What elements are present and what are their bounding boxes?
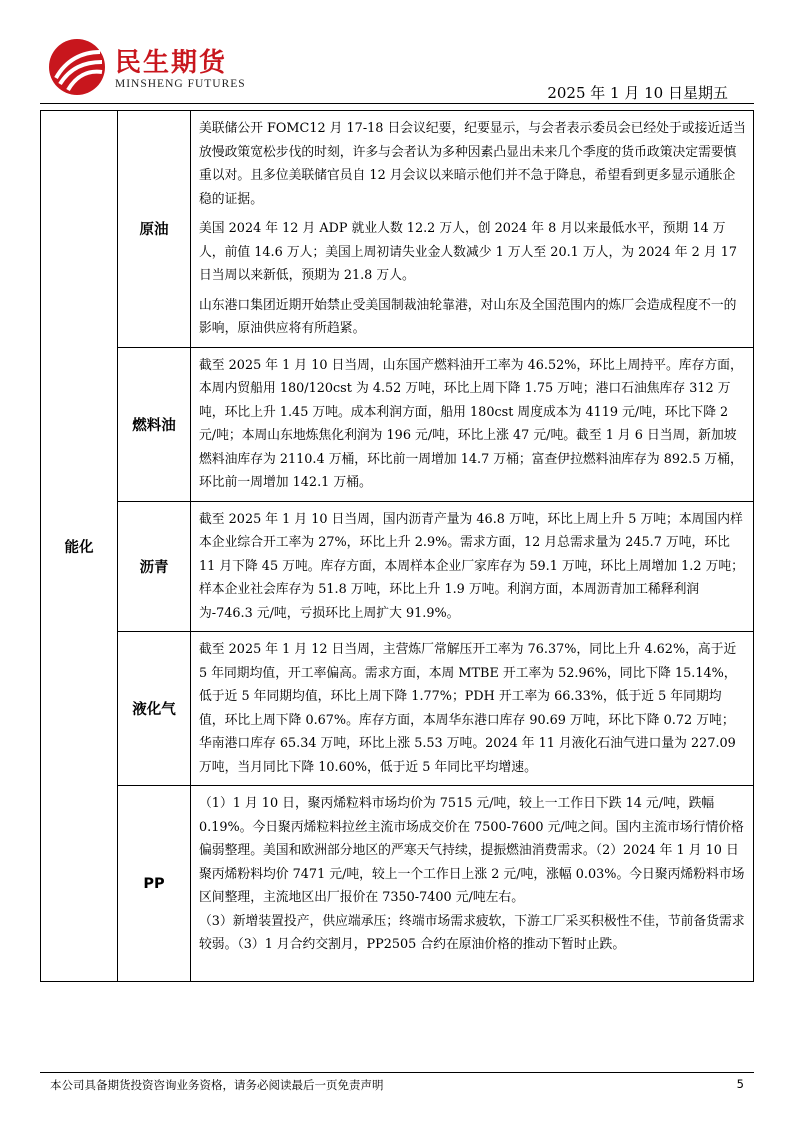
paragraph: 美联储公开 FOMC12 月 17-18 日会议纪要，纪要显示，与会者表示委员会已经处于或接近适当放慢政策宽松步伐的时刻，许多与会者认为多种因素凸显出未来几个季度的货币政策决定需要慎重以对。且多位美联储官员自 12 月会议以来暗示他们并不急于降息，希望看到更多显示通胀企稳的证据。 bbox=[199, 121, 746, 207]
brand-name-en: MINSHENG FUTURES bbox=[115, 78, 246, 90]
paragraph: 截至 2025 年 1 月 10 日当周，山东国产燃料油开工率为 46.52%，环比上周持平。库存方面，本周内贸船用 180/120cst 为 4.52 万吨，环比上周下降 1.75 万吨；港口石油焦库存 312 万吨，环比上升 1.45 万吨。成本利润方面，船用 180cst 周度成本为 4119 元/吨，环比下降 2 元/吨；本周山东地炼焦化利润为 196 元/吨，环比上涨 47 元/吨。截至 1 月 6 日当周，新加坡燃料油库存为 2110.4 万桶，环比前一周增加 14.7 万桶；富查伊拉燃料油库存为 892.5 万桶，环比前一周增加 142.1 万桶。 bbox=[199, 357, 743, 490]
page-header bbox=[0, 0, 794, 110]
paragraph: （3）新增装置投产，供应端承压；终端市场需求疲软，下游工厂采买积极性不佳，节前备货需求较弱。（3）1 月合约交割月，PP2505 合约在原油价格的推动下暂时止跌。 bbox=[199, 913, 745, 952]
table-row bbox=[41, 347, 754, 501]
table-row bbox=[41, 632, 754, 786]
report-date: 2025 年 1 月 10 日星期五 bbox=[547, 84, 728, 102]
content-cell bbox=[191, 786, 754, 982]
paragraph: 山东港口集团近期开始禁止受美国制裁油轮靠港，对山东及全国范围内的炼厂会造成程度不一的影响，原油供应将有所趋紧。 bbox=[199, 297, 737, 336]
sector-cell: 能化 bbox=[41, 111, 118, 982]
brand-name-cn: 民生期货 bbox=[115, 48, 228, 78]
commodity-table bbox=[40, 110, 754, 982]
content-cell bbox=[191, 347, 754, 501]
footer-disclaimer: 本公司具备期货投资咨询业务资格，请务必阅读最后一页免责声明 bbox=[50, 1078, 384, 1092]
footer-divider bbox=[40, 1072, 754, 1073]
header-divider bbox=[40, 103, 754, 104]
paragraph: 截至 2025 年 1 月 12 日当周，主营炼厂常解压开工率为 76.37%，同比上升 4.62%，高于近 5 年同期均值，开工率偏高。需求方面，本周 MTBE 开工率为 52.96%，同比下降 15.14%，低于近 5 年同期均值，环比上周下降 1.77%；PDH 开工率为 66.33%，低于近 5 年同期均值，环比上周下降 0.67%。库存方面，本周华东港口库存 90.69 万吨，环比下降 0.72 万吨；华南港口库存 65.34 万吨，环比上涨 5.53 万吨。2024 年 11 月液化石油气进口量为 227.09 万吨，当月同比下降 10.60%，低于近 5 年同比平均增速。 bbox=[199, 642, 737, 775]
paragraph: 美国 2024 年 12 月 ADP 就业人数 12.2 万人，创 2024 年 8 月以来最低水平，预期 14 万人，前值 14.6 万人；美国上周初请失业金人数减少 1 万人至 20.1 万人，为 2024 年 2 月 17 日当周以来新低，预期为 21.8 万人。 bbox=[199, 221, 737, 283]
content-cell bbox=[191, 632, 754, 786]
product-cell: PP bbox=[118, 786, 191, 982]
product-cell: 燃料油 bbox=[118, 347, 191, 501]
paragraph: 截至 2025 年 1 月 10 日当周，国内沥青产量为 46.8 万吨，环比上周上升 5 万吨；本周国内样本企业综合开工率为 27%，环比上升 2.9%。需求方面，12 月总需求量为 245.7 万吨，环比 11 月下降 45 万吨。库存方面，本周样本企业厂家库存为 59.1 万吨，环比上周增加 1.2 万吨；样本企业社会库存为 51.8 万吨，环比上升 1.9 万吨。利润方面，本周沥青加工稀释利润为-746.3 元/吨，亏损环比上周扩大 91.9%。 bbox=[199, 511, 744, 621]
product-cell: 原油 bbox=[118, 111, 191, 348]
table-row bbox=[41, 786, 754, 982]
table-row bbox=[41, 501, 754, 632]
content-cell bbox=[191, 501, 754, 632]
paragraph: （1）1 月 10 日，聚丙烯粒料市场均价为 7515 元/吨，较上一工作日下跌 14 元/吨，跌幅 0.19%。今日聚丙烯粒料拉丝主流市场成交价在 7500-7600 元/吨之间。国内主流市场行情价格偏弱整理。美国和欧洲部分地区的严寒天气持续，提振燃油消费需求。（2）2024 年 1 月 10 日聚丙烯粉料均价 7471 元/吨，较上一个工作日上涨 2 元/吨，涨幅 0.03%。今日聚丙烯粉料市场区间整理，主流地区出厂报价在 7350-7400 元/吨左右。 bbox=[199, 796, 745, 905]
product-cell: 液化气 bbox=[118, 632, 191, 786]
page-number: 5 bbox=[736, 1077, 744, 1091]
content-cell bbox=[191, 111, 754, 348]
product-cell: 沥青 bbox=[118, 501, 191, 632]
table-row bbox=[41, 111, 754, 348]
minsheng-logo-icon bbox=[48, 38, 106, 96]
